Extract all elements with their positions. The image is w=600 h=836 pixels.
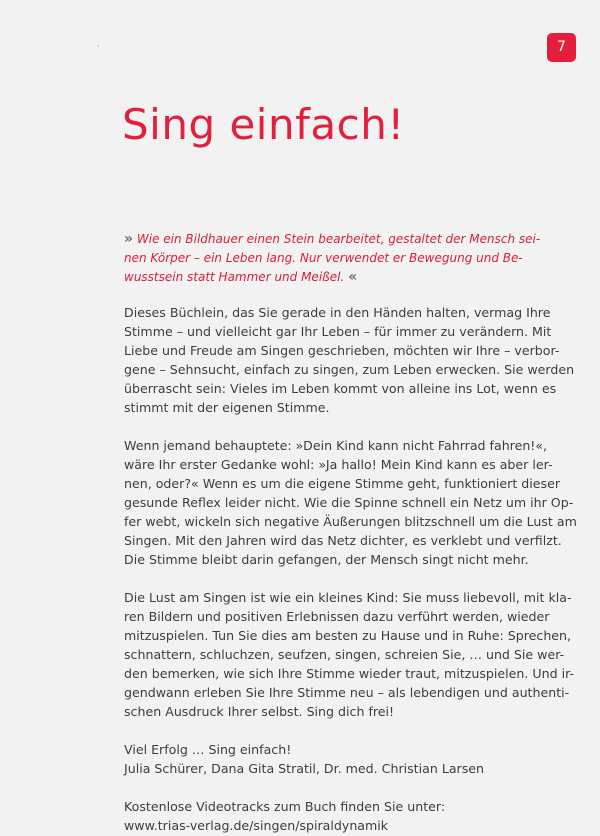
paragraph-3: Die Lust am Singen ist wie ein kleines Kind: Sie muss liebevoll, mit kla- ren Bildern und positiven Erlebnissen dazu verführt werden, wieder mitzuspielen. Tun Sie dies am besten zu Hause und in Ruhe: Sprechen, schnattern, schluchzen, seufzen, singen, schreien Sie, … und Sie wer- den bemerken, wie sich Ihre Stimme wieder traut, mitzuspielen. Und ir- gendwann erleben Sie Ihre Stimme neu – als lebendigen und authenti- schen Ausdruck Ihrer selbst. Sing dich frei! [124, 590, 575, 719]
quote-line: nen Körper – ein Leben lang. Nur verwendet er Bewegung und Be- [124, 251, 523, 265]
body-text [124, 303, 577, 835]
page-title: Sing einfach! [122, 100, 405, 149]
paragraph-1: Dieses Büchlein, das Sie gerade in den Händen halten, vermag Ihre Stimme – und vielleicht gar Ihr Leben – für immer zu verändern. Mit Liebe und Freude am Singen geschrieben, möchten wir Ihre – verbor- gene – Sehnsucht, einfach zu singen, zum Leben erwecken. Sie werden überrascht sein: Vieles im Leben kommt von alleine ins Lot, wenn es stimmt mit der eigenen Stimme. [124, 305, 575, 415]
closing-greeting: Viel Erfolg … Sing einfach! [124, 742, 292, 757]
quote-close-mark: « [348, 269, 358, 285]
paragraph-2: Wenn jemand behauptete: »Dein Kind kann nicht Fahrrad fahren!«, wäre Ihr erster Gedanke wohl: »Ja hallo! Mein Kind kann es aber ler- nen, oder?« Wenn es um die eigene Stimme geht, funktioniert dieser gesunde Reflex leider nicht. Wie die Spinne schnell ein Netz um ihr Op- fer webt, wickeln sich negative Äußerungen blitzschnell um die Lust am Singen. Mit den Jahren wird das Netz dichter, es verklebt und verfilzt. Die Stimme bleibt darin gefangen, der Mensch singt nicht mehr. [124, 438, 577, 567]
quote-line: wusstsein statt Hammer und Meißel. « [124, 269, 358, 285]
page-number-badge: 7 [547, 33, 576, 62]
quote-line: » Wie ein Bildhauer einen Stein bearbeitet, gestaltet der Mensch sei- [124, 231, 541, 247]
quote-open-mark: » [124, 231, 134, 247]
video-note-text: Kostenlose Videotracks zum Buch finden Sie unter: [124, 799, 446, 814]
video-note [124, 797, 540, 835]
authors: Julia Schürer, Dana Gita Stratil, Dr. med. Christian Larsen [124, 761, 485, 776]
page-speck [97, 45, 99, 47]
intro-quote [124, 230, 541, 287]
video-url: www.trias-verlag.de/singen/spiraldynamik [124, 818, 389, 833]
closing [124, 740, 540, 778]
